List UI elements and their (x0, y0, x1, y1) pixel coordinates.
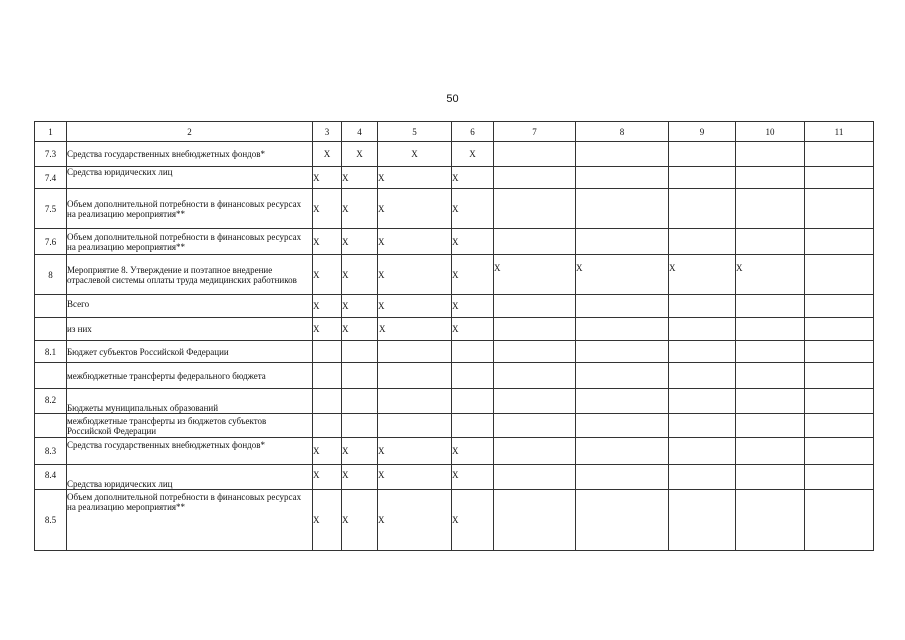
mark-cell: Х (342, 167, 378, 189)
row-number: 8 (35, 255, 67, 295)
mark-cell: Х (378, 318, 452, 341)
mark-cell (452, 414, 494, 438)
mark-cell: Х (452, 295, 494, 318)
mark-cell (736, 341, 805, 363)
mark-cell (452, 341, 494, 363)
mark-cell (494, 229, 576, 255)
mark-cell: Х (342, 295, 378, 318)
mark-cell (805, 229, 874, 255)
mark-cell (576, 229, 669, 255)
mark-cell: Х (313, 465, 342, 490)
row-description: межбюджетные трансферты федерального бюджета (67, 363, 313, 389)
mark-cell (736, 414, 805, 438)
mark-cell (669, 142, 736, 167)
mark-cell: Х (378, 229, 452, 255)
mark-cell (669, 363, 736, 389)
mark-cell (576, 318, 669, 341)
mark-cell: Х (494, 255, 576, 295)
mark-cell (313, 414, 342, 438)
mark-cell (576, 142, 669, 167)
mark-cell (805, 363, 874, 389)
mark-cell: Х (669, 255, 736, 295)
header-cell: 11 (805, 122, 874, 142)
mark-cell (378, 414, 452, 438)
mark-cell (669, 438, 736, 465)
budget-table (34, 121, 874, 551)
header-cell: 3 (313, 122, 342, 142)
row-number: 8.5 (35, 490, 67, 551)
row-number: 7.5 (35, 189, 67, 229)
mark-cell (342, 341, 378, 363)
mark-cell: Х (342, 255, 378, 295)
mark-cell: Х (342, 229, 378, 255)
mark-cell (805, 438, 874, 465)
mark-cell (669, 295, 736, 318)
table-row (35, 490, 874, 551)
mark-cell (452, 363, 494, 389)
mark-cell (805, 318, 874, 341)
mark-cell: Х (452, 167, 494, 189)
mark-cell (576, 490, 669, 551)
mark-cell (805, 189, 874, 229)
table-row (35, 341, 874, 363)
mark-cell (805, 295, 874, 318)
table-row (35, 295, 874, 318)
mark-cell: Х (313, 318, 342, 341)
mark-cell (494, 167, 576, 189)
mark-cell: Х (452, 229, 494, 255)
mark-cell (494, 142, 576, 167)
row-number (35, 295, 67, 318)
mark-cell: Х (313, 229, 342, 255)
mark-cell: Х (576, 255, 669, 295)
table-row (35, 142, 874, 167)
row-description: Средства юридических лиц (67, 465, 313, 490)
mark-cell (494, 295, 576, 318)
mark-cell (805, 255, 874, 295)
table-row (35, 363, 874, 389)
table-row (35, 255, 874, 295)
mark-cell (669, 341, 736, 363)
mark-cell (576, 167, 669, 189)
mark-cell: Х (452, 438, 494, 465)
row-description: Объем дополнительной потребности в финансовых ресурсах на реализацию мероприятия** (67, 229, 313, 255)
page-number: 50 (446, 93, 459, 105)
row-description: Всего (67, 295, 313, 318)
mark-cell (669, 229, 736, 255)
table-row (35, 465, 874, 490)
mark-cell: Х (342, 318, 378, 341)
mark-cell (342, 414, 378, 438)
mark-cell: Х (313, 255, 342, 295)
header-cell: 5 (378, 122, 452, 142)
mark-cell (805, 465, 874, 490)
row-number: 8.1 (35, 341, 67, 363)
header-cell: 8 (576, 122, 669, 142)
mark-cell (669, 167, 736, 189)
mark-cell (494, 414, 576, 438)
table-row (35, 229, 874, 255)
mark-cell (313, 389, 342, 414)
row-description: Средства юридических лиц (67, 167, 313, 189)
mark-cell (494, 438, 576, 465)
mark-cell (494, 465, 576, 490)
row-number (35, 318, 67, 341)
header-cell: 7 (494, 122, 576, 142)
row-description: Средства государственных внебюджетных фондов* (67, 438, 313, 465)
mark-cell (669, 414, 736, 438)
row-description: Мероприятие 8. Утверждение и поэтапное внедрение отраслевой системы оплаты труда медицинских работников (67, 255, 313, 295)
mark-cell (736, 389, 805, 414)
mark-cell (576, 465, 669, 490)
row-number: 8.4 (35, 465, 67, 490)
mark-cell (342, 389, 378, 414)
mark-cell (576, 389, 669, 414)
row-description: Объем дополнительной потребности в финансовых ресурсах на реализацию мероприятия** (67, 189, 313, 229)
mark-cell (669, 189, 736, 229)
row-number: 7.4 (35, 167, 67, 189)
mark-cell (313, 341, 342, 363)
mark-cell (452, 389, 494, 414)
header-cell: 4 (342, 122, 378, 142)
mark-cell (669, 389, 736, 414)
mark-cell (669, 318, 736, 341)
mark-cell: Х (313, 142, 342, 167)
mark-cell: Х (313, 438, 342, 465)
mark-cell: Х (313, 490, 342, 551)
mark-cell: Х (342, 465, 378, 490)
header-cell: 6 (452, 122, 494, 142)
mark-cell (378, 363, 452, 389)
mark-cell: Х (342, 142, 378, 167)
mark-cell: Х (378, 295, 452, 318)
row-number (35, 363, 67, 389)
mark-cell: Х (452, 255, 494, 295)
mark-cell: Х (452, 318, 494, 341)
mark-cell (576, 414, 669, 438)
row-number: 7.3 (35, 142, 67, 167)
header-cell: 10 (736, 122, 805, 142)
mark-cell: Х (378, 465, 452, 490)
mark-cell: Х (342, 189, 378, 229)
row-description: межбюджетные трансферты из бюджетов субъектов Российской Федерации (67, 414, 313, 438)
mark-cell (805, 490, 874, 551)
row-description: Средства государственных внебюджетных фондов* (67, 142, 313, 167)
table-row (35, 167, 874, 189)
mark-cell (805, 341, 874, 363)
mark-cell: Х (378, 167, 452, 189)
mark-cell (736, 490, 805, 551)
row-description: Объем дополнительной потребности в финансовых ресурсах на реализацию мероприятия** (67, 490, 313, 551)
mark-cell (805, 414, 874, 438)
mark-cell: Х (378, 255, 452, 295)
mark-cell (669, 465, 736, 490)
mark-cell: Х (313, 189, 342, 229)
mark-cell: Х (452, 189, 494, 229)
mark-cell (736, 167, 805, 189)
mark-cell (805, 142, 874, 167)
mark-cell (576, 363, 669, 389)
mark-cell (736, 363, 805, 389)
mark-cell: Х (452, 142, 494, 167)
mark-cell (494, 389, 576, 414)
mark-cell (576, 438, 669, 465)
mark-cell (576, 189, 669, 229)
table-row (35, 438, 874, 465)
table-row (35, 414, 874, 438)
mark-cell (494, 341, 576, 363)
header-cell: 1 (35, 122, 67, 142)
table-row (35, 318, 874, 341)
mark-cell (576, 295, 669, 318)
table-row (35, 189, 874, 229)
mark-cell: Х (378, 438, 452, 465)
mark-cell (576, 341, 669, 363)
mark-cell (736, 438, 805, 465)
header-row (35, 122, 874, 142)
row-description: из них (67, 318, 313, 341)
header-cell: 9 (669, 122, 736, 142)
mark-cell: Х (313, 167, 342, 189)
mark-cell: Х (736, 255, 805, 295)
mark-cell (494, 490, 576, 551)
mark-cell (736, 142, 805, 167)
row-number: 7.6 (35, 229, 67, 255)
row-number: 8.3 (35, 438, 67, 465)
row-number (35, 414, 67, 438)
mark-cell (494, 189, 576, 229)
mark-cell (378, 341, 452, 363)
mark-cell (342, 363, 378, 389)
mark-cell: Х (378, 189, 452, 229)
mark-cell (736, 189, 805, 229)
mark-cell: Х (313, 295, 342, 318)
mark-cell (805, 389, 874, 414)
mark-cell (736, 229, 805, 255)
row-number: 8.2 (35, 389, 67, 414)
mark-cell (736, 465, 805, 490)
table-row (35, 389, 874, 414)
mark-cell (378, 389, 452, 414)
mark-cell: Х (452, 465, 494, 490)
mark-cell (736, 318, 805, 341)
header-cell: 2 (67, 122, 313, 142)
mark-cell (805, 167, 874, 189)
mark-cell: Х (342, 438, 378, 465)
row-description: Бюджет субъектов Российской Федерации (67, 341, 313, 363)
mark-cell (669, 490, 736, 551)
row-description: Бюджеты муниципальных образований (67, 389, 313, 414)
mark-cell: Х (378, 490, 452, 551)
mark-cell: Х (452, 490, 494, 551)
mark-cell (494, 363, 576, 389)
mark-cell (313, 363, 342, 389)
mark-cell (736, 295, 805, 318)
mark-cell: Х (378, 142, 452, 167)
mark-cell (494, 318, 576, 341)
mark-cell: Х (342, 490, 378, 551)
